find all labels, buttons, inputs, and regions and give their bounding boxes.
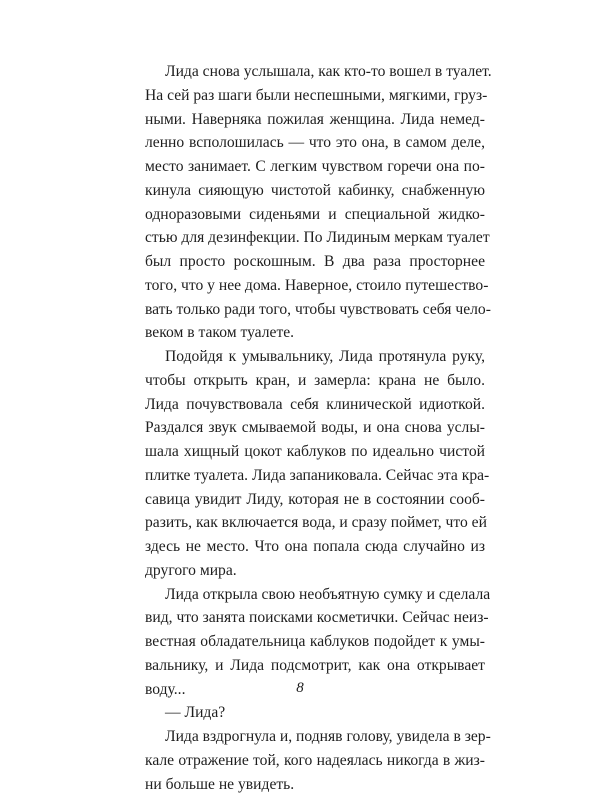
- text-line: веком в таком туалете.: [145, 321, 485, 345]
- text-line: стью для дезинфекции. По Лидиным меркам туалет: [145, 226, 485, 250]
- text-line: Подойдя к умывальнику, Лида протянула руку,: [145, 345, 485, 369]
- text-line: Раздался звук смываемой воды, и она снова услы-: [145, 416, 485, 440]
- text-line: место занимает. С легким чувством горечи она по-: [145, 155, 485, 179]
- text-line: плитке туалета. Лида запаниковала. Сейчас эта кра-: [145, 464, 485, 488]
- text-line: вальнику, и Лида подсмотрит, как она открывает: [145, 654, 485, 678]
- text-line: был просто роскошным. В два раза просторнее: [145, 250, 485, 274]
- text-line: воду...: [145, 678, 485, 702]
- text-line: ными. Наверняка пожилая женщина. Лида немед-: [145, 108, 485, 132]
- text-line: Лида почувствовала себя клинической идиоткой.: [145, 393, 485, 417]
- text-line: шала хищный цокот каблуков по идеально чистой: [145, 440, 485, 464]
- page-number: 8: [0, 680, 600, 697]
- text-line: разить, как включается вода, и сразу поймет, что ей: [145, 511, 485, 535]
- text-line: одноразовыми сиденьями и специальной жидко-: [145, 203, 485, 227]
- text-line: кале отражение той, кого надеялась никогда в жиз-: [145, 749, 485, 773]
- text-line: На сей раз шаги были неспешными, мягкими, груз-: [145, 84, 485, 108]
- text-line: Лида снова услышала, как кто-то вошел в туалет.: [145, 60, 485, 84]
- text-line: ленно всполошилась — что это она, в самом деле,: [145, 131, 485, 155]
- text-line: вестная обладательница каблуков подойдет к умы-: [145, 630, 485, 654]
- text-line: того, что у нее дома. Наверное, стоило путешество-: [145, 274, 485, 298]
- text-line: Лида вздрогнула и, подняв голову, увидела в зер-: [145, 725, 485, 749]
- text-line: чтобы открыть кран, и замерла: крана не было.: [145, 369, 485, 393]
- text-line: другого мира.: [145, 559, 485, 583]
- text-line: здесь не место. Что она попала сюда случайно из: [145, 535, 485, 559]
- text-line: — Лида?: [145, 701, 485, 725]
- text-line: вид, что занята поисками косметички. Сейчас неиз-: [145, 606, 485, 630]
- text-line: вать только ради того, чтобы чувствовать себя чело-: [145, 298, 485, 322]
- text-line: Лида открыла свою необъятную сумку и сделала: [145, 583, 485, 607]
- text-line: ни больше не увидеть.: [145, 773, 485, 796]
- text-line: кинула сияющую чистотой кабинку, снабженную: [145, 179, 485, 203]
- text-line: савица увидит Лиду, которая не в состоянии сооб-: [145, 488, 485, 512]
